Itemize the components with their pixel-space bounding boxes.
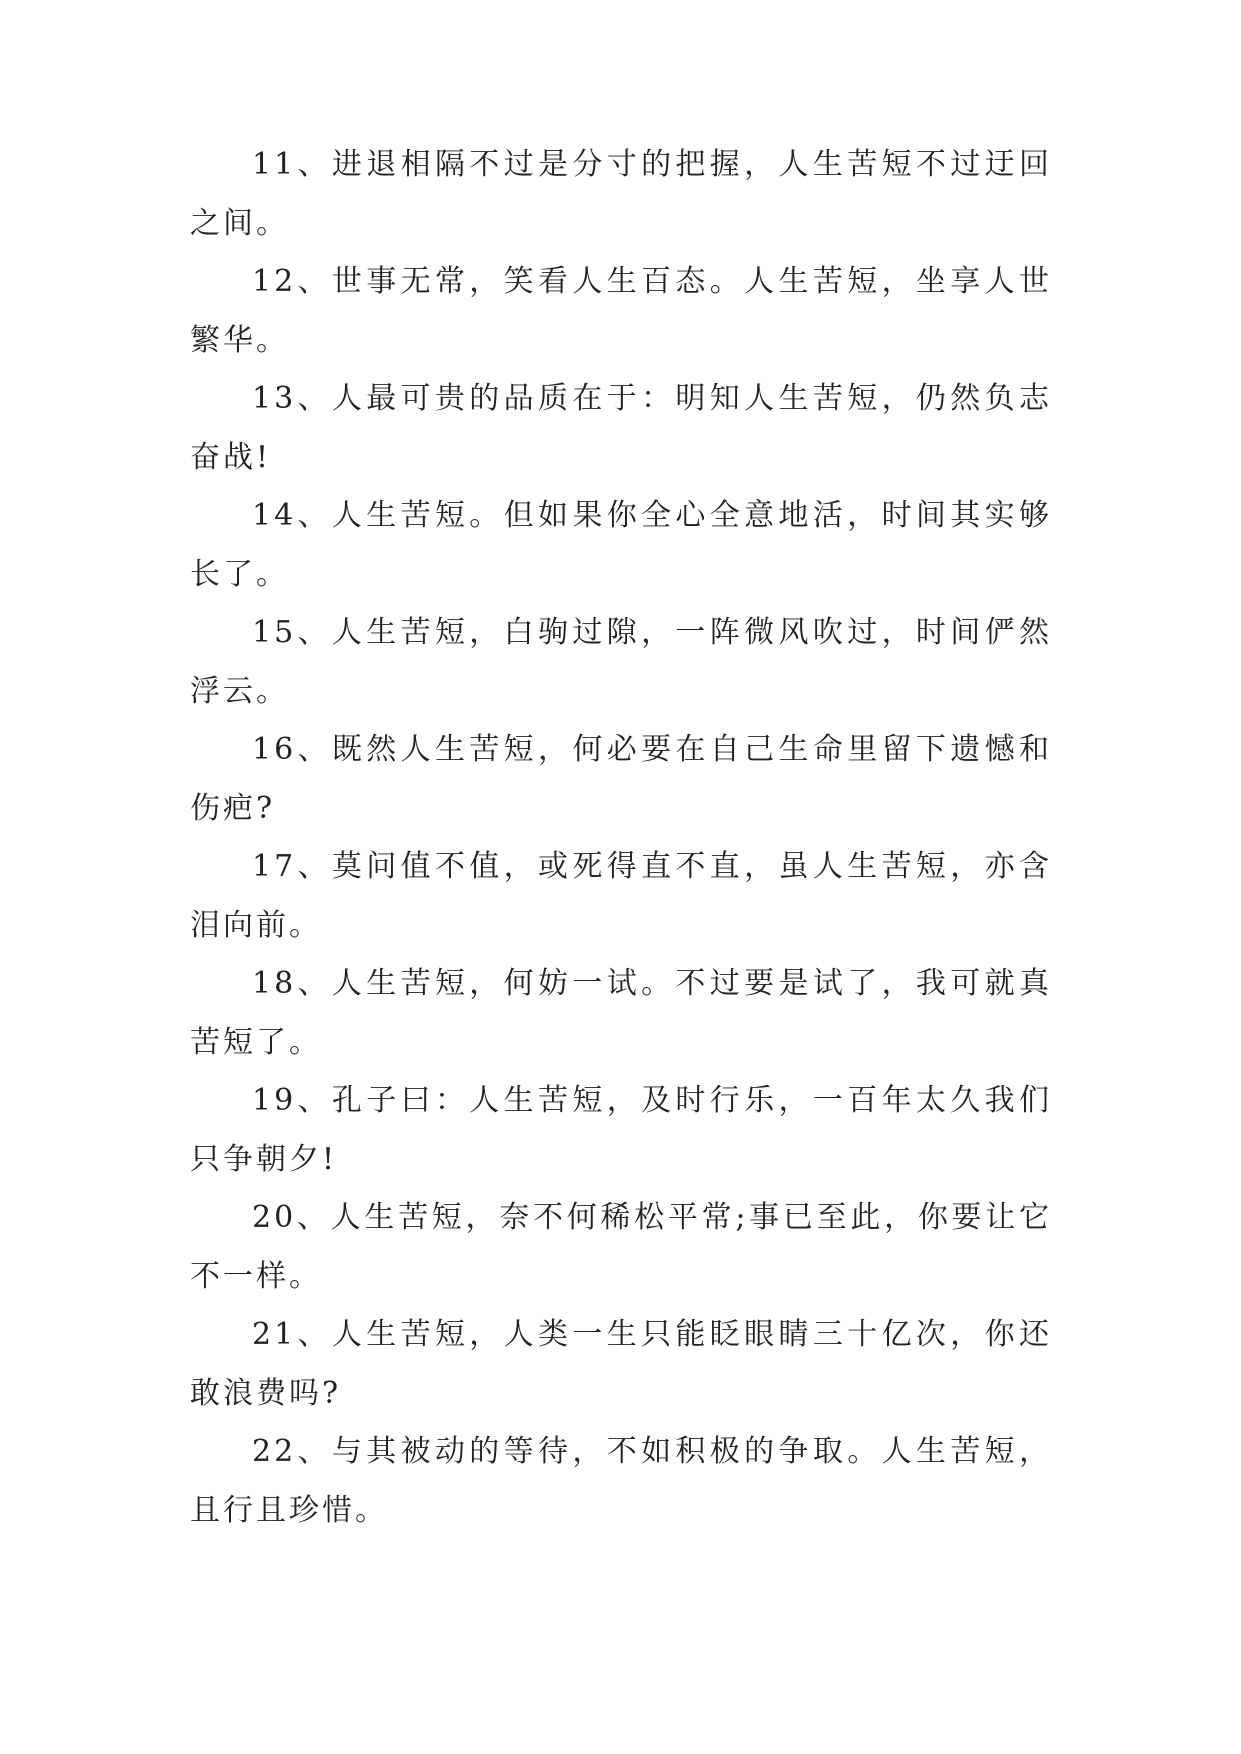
paragraph-17: 17、莫问值不值，或死得直不直，虽人生苦短，亦含泪向前。 — [190, 849, 1052, 943]
paragraph-14: 14、人生苦短。但如果你全心全意地活，时间其实够长了。 — [190, 498, 1052, 592]
paragraph-21: 21、人生苦短，人类一生只能眨眼睛三十亿次，你还敢浪费吗? — [190, 1317, 1052, 1411]
paragraph-15: 15、人生苦短，白驹过隙，一阵微风吹过，时间俨然浮云。 — [190, 615, 1052, 709]
paragraph-22: 22、与其被动的等待，不如积极的争取。人生苦短，且行且珍惜。 — [190, 1434, 1052, 1528]
paragraph-16: 16、既然人生苦短，何必要在自己生命里留下遗憾和伤疤? — [190, 732, 1052, 826]
paragraph-20: 20、人生苦短，奈不何稀松平常;事已至此，你要让它不一样。 — [190, 1200, 1052, 1294]
paragraph-11: 11、进退相隔不过是分寸的把握，人生苦短不过迂回之间。 — [190, 147, 1052, 241]
document-body — [190, 136, 1052, 1540]
paragraph-18: 18、人生苦短，何妨一试。不过要是试了，我可就真苦短了。 — [190, 966, 1052, 1060]
paragraph-13: 13、人最可贵的品质在于：明知人生苦短，仍然负志奋战! — [190, 381, 1052, 475]
paragraph-12: 12、世事无常，笑看人生百态。人生苦短，坐享人世繁华。 — [190, 264, 1052, 358]
paragraph-19: 19、孔子曰：人生苦短，及时行乐，一百年太久我们只争朝夕! — [190, 1083, 1052, 1177]
